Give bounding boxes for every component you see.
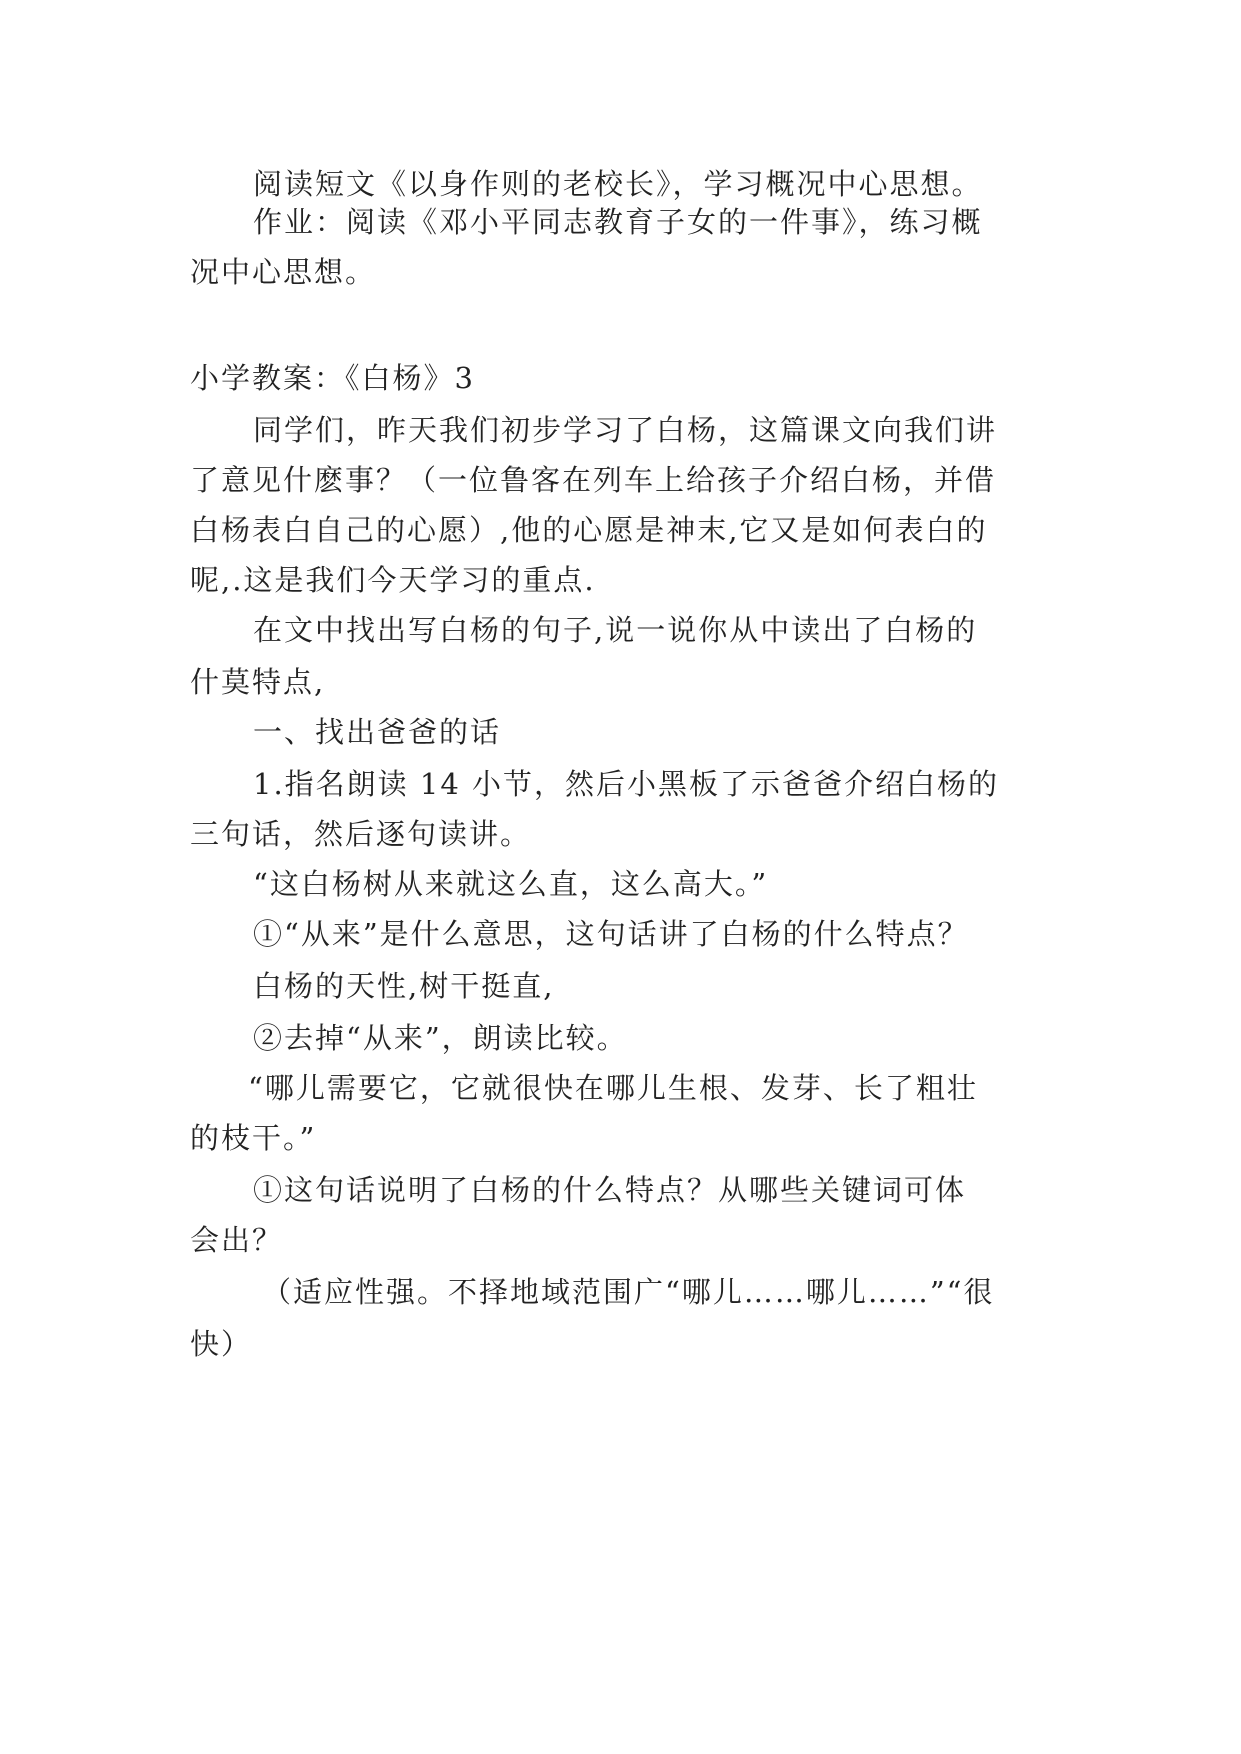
paragraph-line: 快）: [190, 1327, 253, 1361]
paragraph-line: 什莫特点,: [190, 665, 326, 699]
paragraph-line: 作业：阅读《邓小平同志教育子女的一件事》，练习概: [253, 205, 983, 239]
paragraph-line: 会出？: [190, 1223, 284, 1257]
paragraph-line: 白杨表白自己的心愿）,他的心愿是神末,它又是如何表白的: [190, 513, 988, 547]
paragraph-line: （适应性强。不择地域范围广“哪儿……哪儿……”“很: [262, 1275, 995, 1309]
heading-line: 一、找出爸爸的话: [253, 715, 502, 749]
section-title: 小学教案：《白杨》3: [190, 361, 475, 395]
paragraph-line: ②去掉“从来”，朗读比较。: [253, 1021, 628, 1055]
paragraph-line: 同学们，昨天我们初步学习了白杨，这篇课文向我们讲: [253, 413, 998, 447]
paragraph-line: 1.指名朗读 14 小节，然后小黑板了示爸爸介绍白杨的: [253, 767, 1000, 801]
quote-line: “哪儿需要它，它就很快在哪儿生根、发芽、长了粗壮: [248, 1071, 978, 1105]
paragraph-line: 呢,.这是我们今天学习的重点.: [190, 563, 596, 597]
paragraph-line: 况中心思想。: [190, 255, 377, 289]
paragraph-line: ①“从来”是什么意思，这句话讲了白杨的什么特点？: [253, 917, 969, 951]
paragraph-line: 了意见什麽事？（一位鲁客在列车上给孩子介绍白杨，并借: [190, 463, 997, 497]
paragraph-line: 在文中找出写白杨的句子,说一说你从中读出了白杨的: [253, 613, 978, 647]
quote-line: “这白杨树从来就这么直，这么高大。”: [253, 867, 769, 901]
paragraph-line: 三句话，然后逐句读讲。: [190, 817, 532, 851]
paragraph-line: 阅读短文《以身作则的老校长》，学习概况中心思想。: [253, 167, 983, 201]
paragraph-line: ①这句话说明了白杨的什么特点？从哪些关键词可体: [253, 1173, 967, 1207]
quote-line: 的枝干。”: [190, 1121, 317, 1155]
paragraph-line: 白杨的天性,树干挺直,: [253, 969, 555, 1003]
